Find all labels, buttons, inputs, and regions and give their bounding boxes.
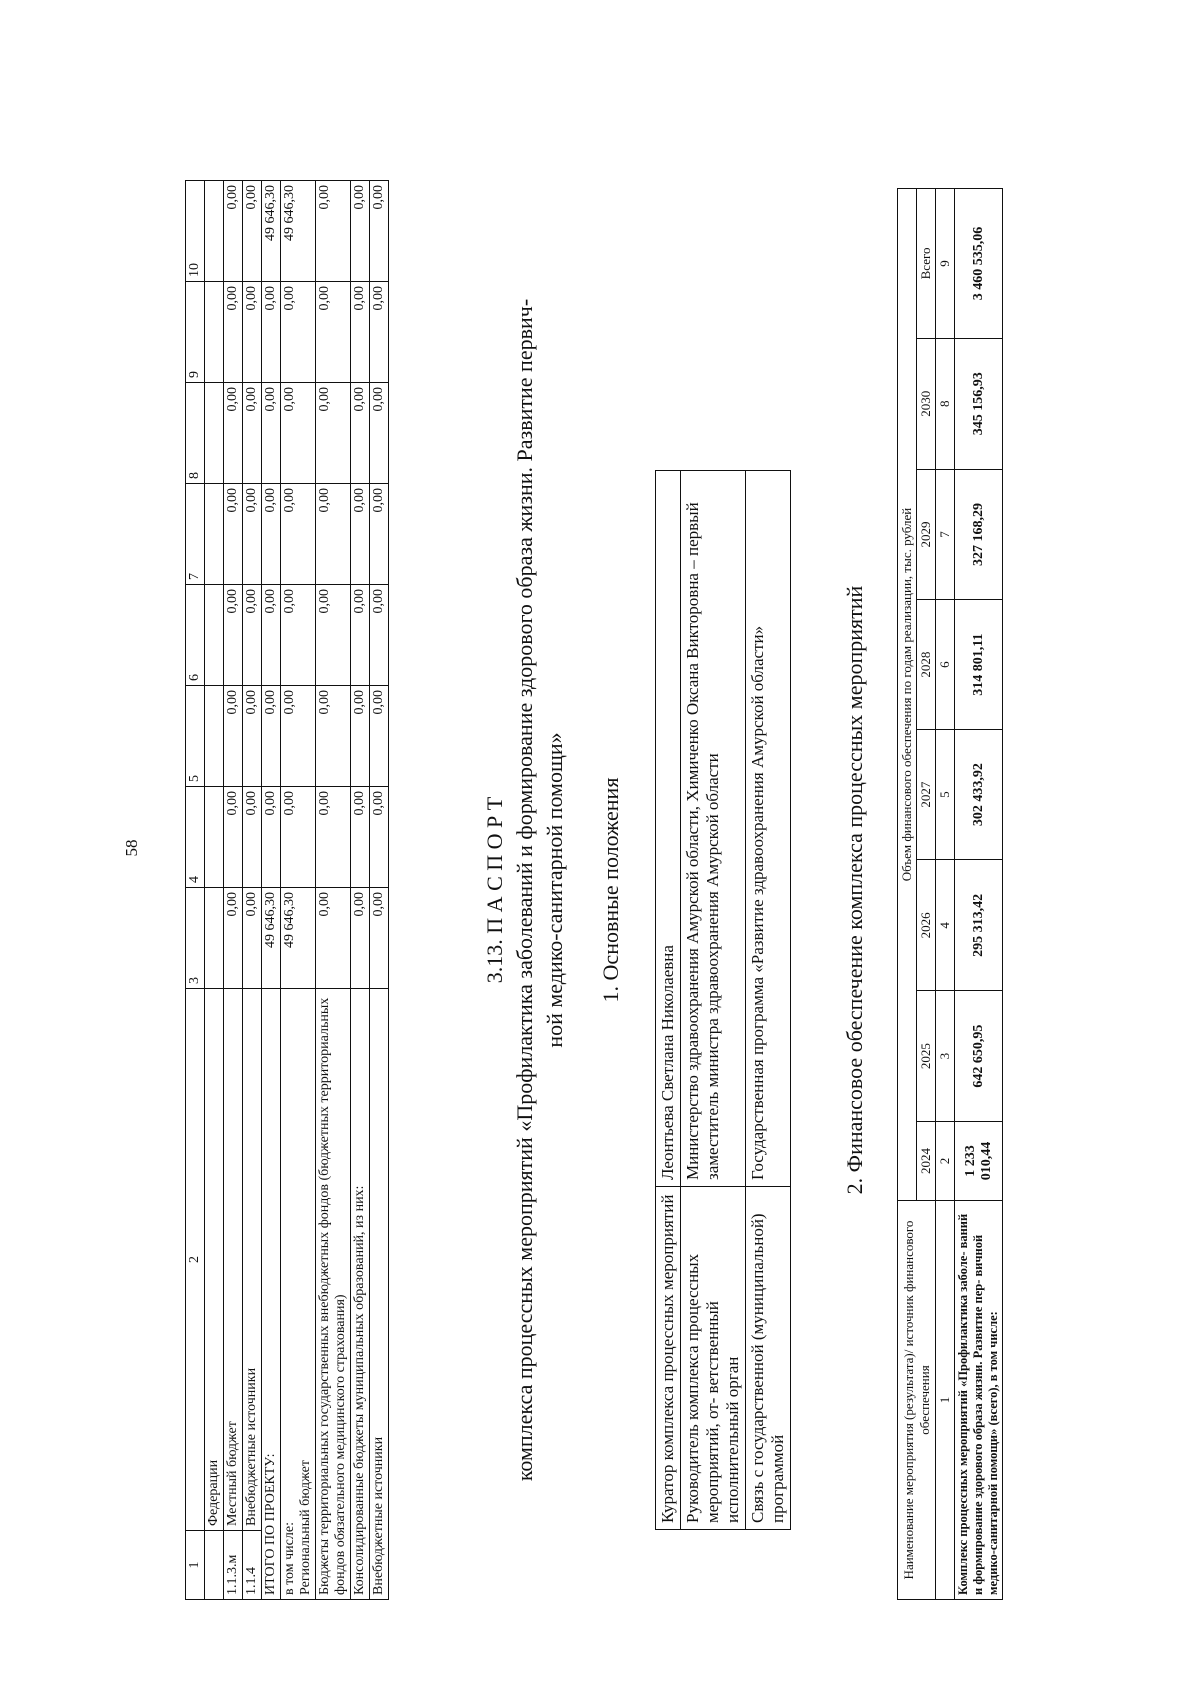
budget-table — [185, 180, 389, 1600]
finance-header-row — [898, 189, 917, 1600]
section-2-title: 2. Финансовое обеспечение комплекса процессных мероприятий — [842, 585, 867, 1195]
table-row: Комплекс процессных мероприятий «Профилактика заболе- ваний и формирование здорового образа жизни. Развитие пер- вичной медико-санитарной помощи» (всего), в том числе: 1 233 010,44 642 650,95 295 313,42 302 433,92 314 801,11 327 168,29 345 156,93 3 460 535,06 — [955, 189, 1003, 1600]
table-row: Бюджеты территориальных государственных внебюджетных фондов (бюджетных территориальных фондов обязательного медицинского страхования) 0,00 0,00 0,00 0,00 0,00 0,00 0,00 0,00 — [316, 181, 351, 1600]
rotated-content — [185, 100, 1185, 1600]
table-row: в том числе: Региональный бюджет 49 646,30 0,00 0,00 0,00 0,00 0,00 0,00 49 646,30 — [281, 181, 316, 1600]
passport-subtitle-1: комплекса процессных мероприятий «Профилактика заболеваний и формирование здорового образа жизни. Развитие первич- — [512, 298, 537, 1482]
finance-years-row: 2024 2025 2026 2027 2028 2029 2030 Всего — [917, 189, 936, 1600]
table-row: Куратор комплекса процессных мероприятий Леонтьева Светлана Николаевна — [656, 471, 681, 1530]
table-row: Федерации — [205, 181, 224, 1600]
table-row: Консолидированные бюджеты муниципальных образований, из них: 0,00 0,00 0,00 0,00 0,00 0,00 0,00 0,00 — [351, 181, 370, 1600]
budget-table-header: 1 2 3 4 5 6 7 8 9 10 — [186, 181, 205, 1600]
col-name-header: Наименование мероприятия (результата)/ источник финансового обеспечения — [898, 1201, 936, 1600]
table-row: 1.1.4 Внебюджетные источники 0,00 0,00 0,00 0,00 0,00 0,00 0,00 0,00 — [243, 181, 262, 1600]
passport-title: 3.13. П А С П О Р Т — [482, 796, 507, 984]
finance-colnum-row: 1 2 3 4 5 6 7 8 9 — [936, 189, 955, 1600]
page-number: 58 — [122, 839, 141, 857]
positions-table — [655, 470, 791, 1530]
table-row: Внебюджетные источники 0,00 0,00 0,00 0,00 0,00 0,00 0,00 0,00 — [370, 181, 389, 1600]
table-row: ИТОГО ПО ПРОЕКТУ: 49 646,30 0,00 0,00 0,00 0,00 0,00 0,00 49 646,30 — [262, 181, 281, 1600]
table-row: 1.1.3.м Местный бюджет 0,00 0,00 0,00 0,00 0,00 0,00 0,00 0,00 — [224, 181, 243, 1600]
table-row: Связь с государственной (муниципальной) программой Государственная программа «Развитие здравоохранения Амурской области» — [746, 471, 791, 1530]
table-row: Руководитель комплекса процессных мероприятий, от- ветственный исполнительный орган Министерство здравоохранения Амурской области, Химиченко Оксана Викторовна – первый заместитель министра здравоохранения Амурской области — [681, 471, 746, 1530]
passport-subtitle-2: ной медико-санитарной помощи» — [542, 732, 567, 1048]
volume-header: Объем финансового обеспечения по годам реализации, тыс. рублей — [898, 189, 917, 1201]
finance-table — [897, 188, 1003, 1600]
section-1-title: 1. Основные положения — [598, 777, 623, 1003]
